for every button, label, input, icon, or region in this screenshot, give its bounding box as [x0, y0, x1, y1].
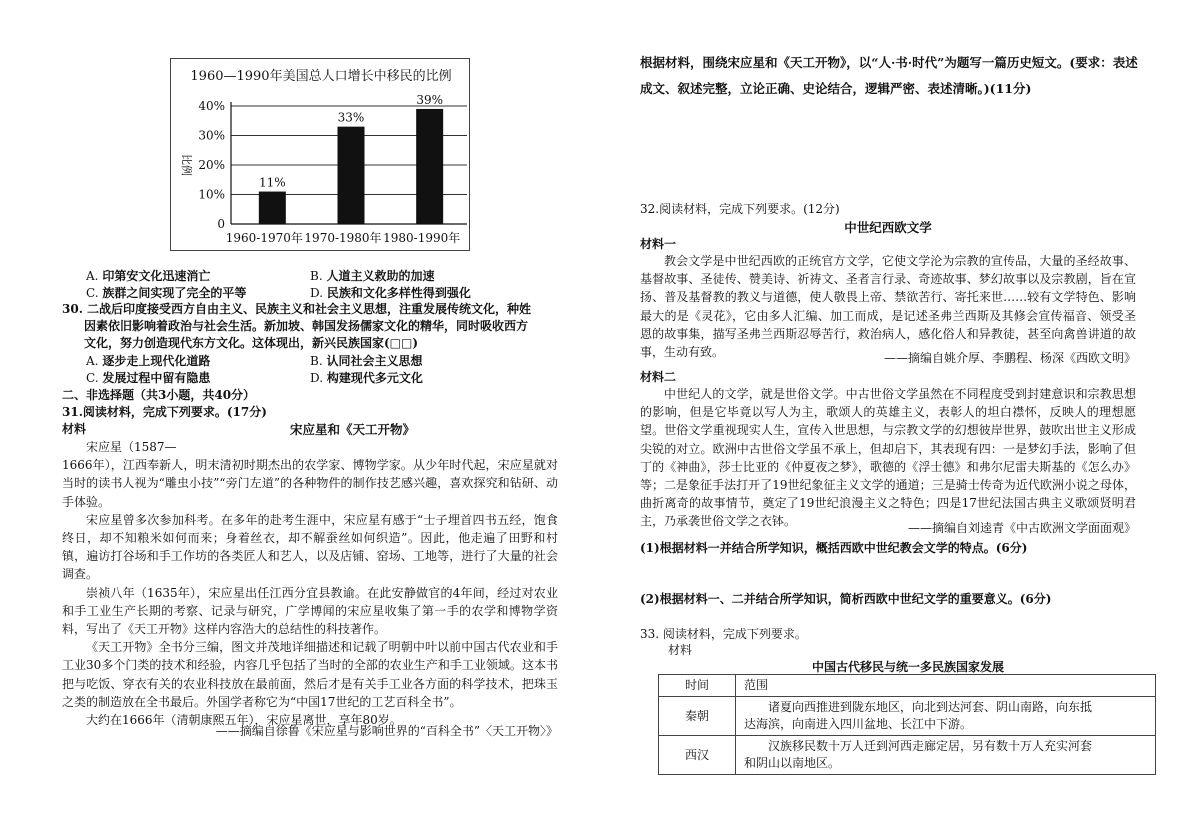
option-text: 逐步走上现代化道路 — [102, 354, 211, 368]
source-citation: ——摘编自刘逵青《中古欧洲文学面面观》 — [907, 521, 1136, 535]
material-label: 材料一 — [640, 237, 677, 251]
q33-prompt: 33. 阅读材料，完成下列要求。 — [640, 627, 807, 641]
q30-line: 文化，努力创造现代东方文化。这体现出，新兴民族国家(□□) — [84, 336, 419, 350]
paragraph: 宋应星曾多次参加科考。在多年的赴考生涯中，宋应星有感于“士子埋首四书五经，饱食终日，却不知粮米如何而来；身着丝衣，却不解蚕丝如何织造”。因此，他走遍了田野和村镇，遍访打谷场和手工作坊的各类匠人和艺人，以及店铺、窑场、工地等，进行了大量的社会调查。 — [62, 512, 558, 582]
desc-line: 达海滨，向南进入四川盆地、长江中下游。 — [744, 717, 973, 731]
option-text: 构建现代多元文化 — [326, 371, 423, 385]
q32-task-1: (1)根据材料一并结合所学知识，概括西欧中世纪教会文学的特点。(6分) — [640, 541, 1028, 555]
option-letter: B. — [310, 354, 323, 368]
y-tick-label: 10% — [198, 187, 225, 202]
y-tick-label: 20% — [198, 158, 225, 172]
table-cell-period: 秦朝 — [659, 697, 736, 736]
bar-value-label: 39% — [416, 92, 444, 107]
option-letter: A. — [86, 354, 99, 368]
y-tick-label: 40% — [198, 99, 225, 113]
source-citation: ——摘编自徐鲁《宋应星与影响世界的“百科全书”〈天工开物〉》 — [215, 724, 558, 738]
bar — [416, 109, 443, 224]
option-text: 认同社会主义思想 — [326, 354, 423, 368]
task-line: 根据材料，围绕宋应星和《天工开物》，以“人·书·时代”为题写一篇历史短文。(要求：表述 — [640, 55, 1138, 70]
y-axis-label: 比例 — [180, 154, 193, 176]
material-label: 材料 — [62, 422, 87, 436]
option-letter: B. — [310, 269, 323, 283]
q29-option-d[interactable] — [310, 284, 471, 301]
option-letter: C. — [86, 286, 99, 300]
option-text: 发展过程中留有隐患 — [102, 371, 211, 385]
q30-option-a[interactable] — [86, 352, 210, 369]
x-tick-label: 1980-1990年 — [383, 231, 461, 245]
table-row — [659, 697, 1156, 736]
table-cell-period: 西汉 — [659, 736, 736, 775]
q33-table — [658, 674, 1156, 775]
desc-line: 汉族移民数十万人迁到河西走廊定居，另有数十万人充实河套 — [768, 739, 1093, 753]
q30-line: 因素依旧影响着政治与社会生活。新加坡、韩国发扬儒家文化的精华，同时吸收西方 — [84, 319, 529, 333]
option-letter: D. — [310, 286, 324, 300]
q29-option-a[interactable] — [86, 267, 210, 284]
material-label: 材料 — [668, 643, 693, 657]
q29-option-c[interactable] — [86, 284, 246, 301]
option-text: 民族和文化多样性得到强化 — [326, 286, 471, 300]
q29-option-b[interactable] — [310, 267, 434, 284]
material-2-text: 中世纪人的文学，就是世俗文学。中古世俗文学虽然在不同程度受到封建意识和宗教思想的影响，但是它毕竟以写人为主，歌颂人的英雄主义，表彰人的坦白襟怀，反映人的理想愿望。世俗文学重视现实人生，宣传入世思想，与宗教文学的幻想彼岸世界，鼓吹出世主义形成尖锐的对立。欧洲中古世俗文学虽不承上，但却启下，其表现有四：一是梦幻手法，影响了但丁的《神曲》，莎士比亚的《仲夏夜之梦》，歌德的《浮士德》和弗尔尼雷夫斯基的《怎么办》等；二是象征手法打开了19世纪象征主义文学的通道；三是骑士传奇为近代欧洲小说之母体，曲折离奇的故事情节，奠定了19世纪浪漫主义之特色；四是17世纪法国古典主义歌颂贤明君主，乃承袭世俗文学之衣钵。 — [640, 387, 1136, 529]
source-citation: ——摘编自姚介厚、李鹏程、杨深《西欧文明》 — [883, 351, 1136, 365]
paragraph: 宋应星（1587— — [86, 440, 177, 454]
chart-title: 1960—1990年美国总人口增长中移民的比例 — [190, 69, 452, 84]
material-1-text: 教会文学是中世纪西欧的正统官方文学，它使文学沦为宗教的宣传品，大量的圣经故事、基督故事、圣徒传、赞美诗、祈祷文、圣者言行录、奇迹故事、梦幻故事以及宗教剧，旨在宣扬、普及基督教的教义与道德，使人敬畏上帝、禁欲苦行、寄托来世……较有文学特色、影响最大的是《灵花》，它由多人汇编、加工而成，是记述圣弗兰西斯及其修会宣传福音、领受圣恩的故事集，描写圣弗兰西斯忍辱苦行，救治病人，感化俗人和异教徒，甚至向禽兽讲道的故事，生动有致。 — [640, 254, 1136, 360]
bar-value-label: 11% — [258, 175, 286, 190]
table-row — [659, 736, 1156, 775]
table-cell-desc — [736, 736, 1156, 775]
section-heading: 二、非选择题（共3小题，共40分） — [62, 388, 256, 402]
paragraph: 崇祯八年（1635年），宋应星出任江西分宜县教谕。在此安静做官的4年间，经过对农业和手工业生产长期的考察、记录与研究，广学博闻的宋应星收集了第一手的农学和博物学资料，写出了《天工开物》这样内容浩大的总结性的科技著作。 — [62, 585, 558, 637]
option-letter: C. — [86, 371, 99, 385]
bar — [259, 192, 286, 224]
y-tick-label: 30% — [198, 128, 225, 143]
bar-value-label: 33% — [337, 110, 365, 125]
option-letter: D. — [310, 371, 324, 385]
task-line: 成文、叙述完整，立论正确、史论结合，逻辑严密、表述清晰。)(11分) — [640, 81, 1032, 96]
q30-option-c[interactable] — [86, 369, 210, 386]
q30-option-d[interactable] — [310, 369, 423, 386]
q31-prompt: 31.阅读材料，完成下列要求。(17分) — [62, 405, 267, 419]
material-title: 宋应星和《天工开物》 — [290, 422, 416, 437]
bar — [338, 127, 365, 224]
bar-chart — [170, 58, 470, 251]
q33-table-title: 中国古代移民与统一多民族国家发展 — [811, 660, 1004, 674]
paragraph: 1666年），江西奉新人，明末清初时期杰出的农学家、博物学家。从少年时代起，宋应星就对当时的读书人视为“雕虫小技”“旁门左道”的各种物件的制作技艺感兴趣，喜欢探究和钻研、动手体验。 — [62, 458, 558, 509]
q30-question — [62, 301, 531, 352]
option-text: 族群之间实现了完全的平等 — [102, 286, 247, 300]
option-text: 人道主义救助的加速 — [326, 269, 435, 283]
x-tick-label: 1960-1970年 — [225, 231, 303, 245]
x-tick-label: 1970-1980年 — [304, 231, 382, 245]
desc-line: 和阴山以南地区。 — [744, 756, 841, 770]
y-tick-label: 0 — [217, 217, 225, 231]
q30-option-b[interactable] — [310, 352, 422, 369]
table-cell-desc — [736, 697, 1156, 736]
option-letter: A. — [86, 269, 99, 283]
q31-material — [62, 438, 558, 729]
desc-line: 诸夏向西推进到陇东地区，向北到达河套、阴山南路，向东抵 — [768, 700, 1093, 714]
q32-title: 中世纪西欧文学 — [844, 220, 932, 235]
q30-line: 30. 二战后印度接受西方自由主义、民族主义和社会主义思想，注重发展传统文化，种姓 — [62, 302, 532, 316]
option-text: 印第安文化迅速消亡 — [102, 269, 211, 283]
paragraph: 大约在1666年（清朝康熙五年），宋应星离世，享年80岁。 — [86, 713, 402, 728]
q32-prompt: 32.阅读材料，完成下列要求。(12分) — [640, 202, 840, 216]
table-header: 时间 — [659, 675, 736, 697]
q32-task-2: (2)根据材料一、二并结合所学知识，简析西欧中世纪文学的重要意义。(6分) — [640, 592, 1052, 606]
chart-plot — [171, 59, 469, 250]
table-header-row — [659, 675, 1156, 697]
q31-task — [640, 50, 1138, 102]
table-header: 范围 — [736, 675, 1156, 697]
material-label: 材料二 — [640, 370, 677, 384]
paragraph: 《天工开物》全书分三编，图文并茂地详细描述和记载了明朝中叶以前中国古代农业和手工业30多个门类的技术和经验，内容几乎包括了当时的全部的农业生产和手工业领域。这本书把与吃饭、穿衣有关的农业科技放在最前面，然后才是有关手工业各方面的科学技术，把珠玉之类的制造放在全书最后。外国学者称它为“中国17世纪的工艺百科全书”。 — [62, 640, 558, 709]
